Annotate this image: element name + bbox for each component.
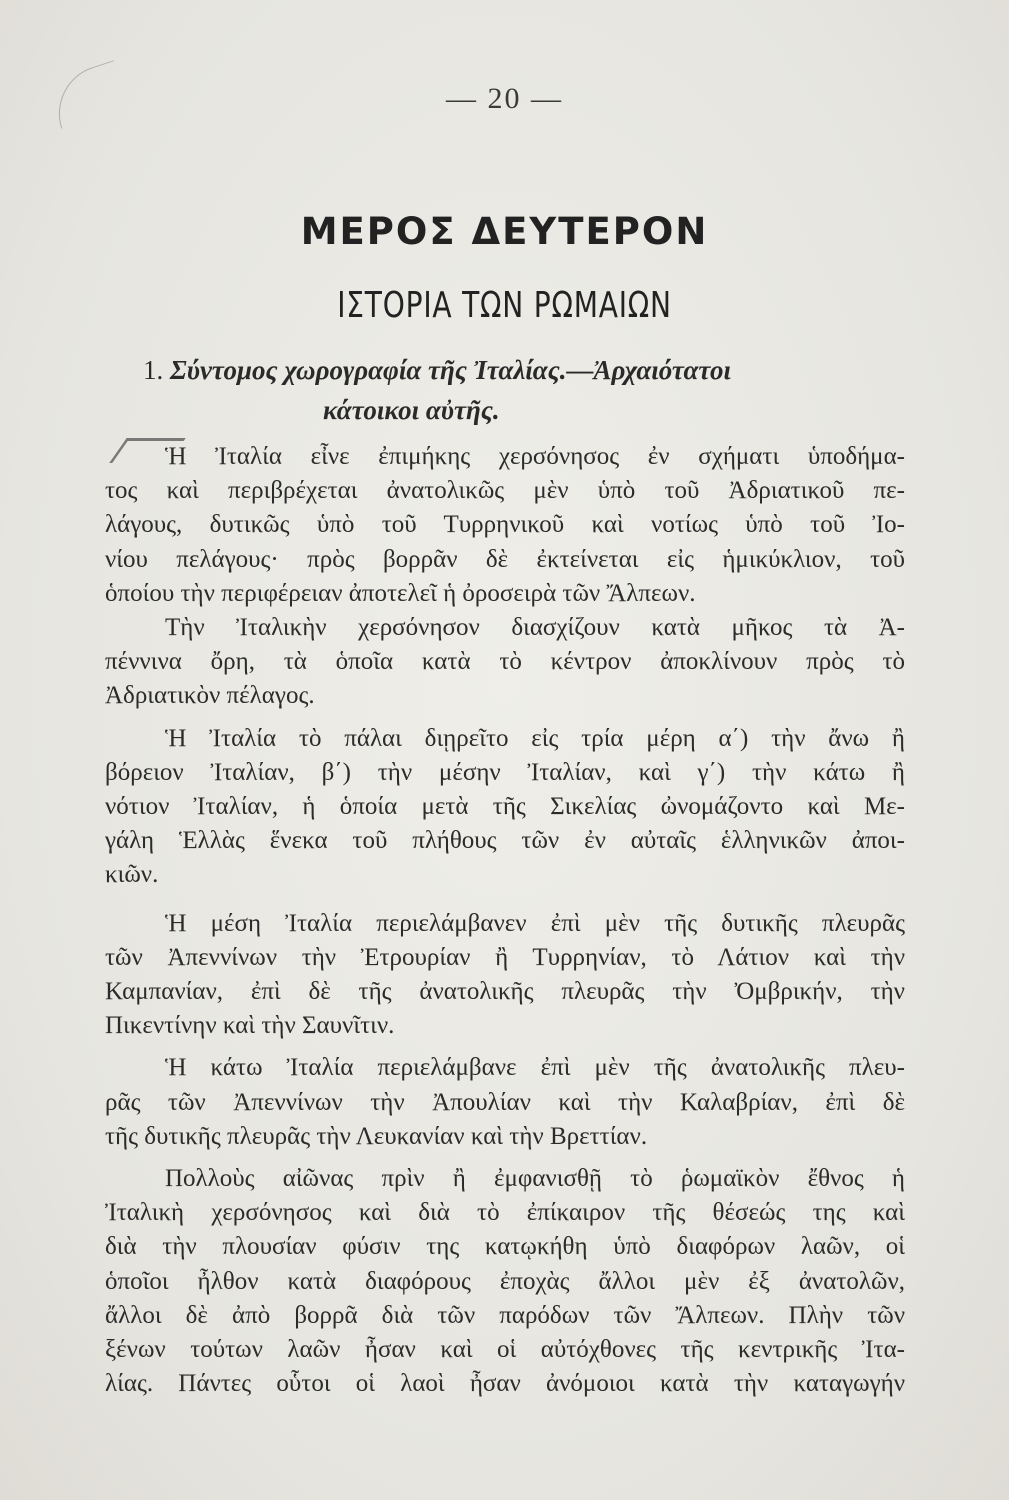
section-heading	[143, 350, 903, 430]
text-line: Καμπανίαν, ἐπὶ δὲ τῆς ἀνατολικῆς πλευρᾶς τὴν Ὀμβρικήν, τὴν	[105, 978, 905, 1006]
text-line: Ἡ Ἰταλία τὸ πάλαι διῃρεῖτο εἰς τρία μέρη α΄) τὴν ἄνω ἢ	[165, 724, 905, 752]
text-line: κιῶν.	[105, 861, 159, 889]
section-heading-line2: κάτοικοι αὐτῆς.	[323, 395, 500, 425]
text-line: Τὴν Ἰταλικὴν χερσόνησον διασχίζουν κατὰ μῆκος τὰ Ἀ-	[165, 614, 905, 642]
text-line: Ἰταλικὴ χερσόνησος καὶ διὰ τὸ ἐπίκαιρον τῆς θέσεώς της καὶ	[105, 1199, 905, 1227]
text-line: νίου πελάγους· πρὸς βορρᾶν δὲ ἐκτείνεται εἰς ἡμικύκλιον, τοῦ	[105, 545, 905, 573]
text-line: ξένων τούτων λαῶν ἦσαν καὶ οἱ αὐτόχθονες τῆς κεντρικῆς Ἰτα-	[105, 1336, 905, 1364]
text-line: ὁποίου τὴν περιφέρειαν ἀποτελεῖ ἡ ὀροσειρὰ τῶν Ἄλπεων.	[105, 579, 696, 607]
body-text	[105, 440, 905, 1401]
text-line: ρᾶς τῶν Ἀπεννίνων τὴν Ἀπουλίαν καὶ τὴν Καλαβρίαν, ἐπὶ δὲ	[105, 1088, 905, 1116]
text-line: γάλη Ἑλλὰς ἕνεκα τοῦ πλήθους τῶν ἐν αὐταῖς ἑλληνικῶν ἀποι-	[105, 827, 905, 855]
text-line: βόρειον Ἰταλίαν, β΄) τὴν μέσην Ἰταλίαν, καὶ γ΄) τὴν κάτω ἢ	[105, 758, 905, 786]
text-line: τος καὶ περιβρέχεται ἀνατολικῶς μὲν ὑπὸ τοῦ Ἀδριατικοῦ πε-	[105, 477, 905, 505]
text-line: Πικεντίνην καὶ τὴν Σαυνῖτιν.	[105, 1012, 395, 1040]
text-line: ἄλλοι δὲ ἀπὸ βορρᾶ διὰ τῶν παρόδων τῶν Ἄλπεων. Πλὴν τῶν	[105, 1301, 905, 1329]
text-line: Ἡ μέση Ἰταλία περιελάμβανεν ἐπὶ μὲν τῆς δυτικῆς πλευρᾶς	[165, 909, 905, 937]
text-line: Ἀδριατικὸν πέλαγος.	[105, 682, 315, 710]
text-line: πέννινα ὄρη, τὰ ὁποῖα κατὰ τὸ κέντρον ἀποκλίνουν πρὸς τὸ	[105, 648, 905, 676]
text-line: Πολλοὺς αἰῶνας πρὶν ἢ ἐμφανισθῇ τὸ ῥωμαϊκὸν ἔθνος ἡ	[165, 1165, 905, 1193]
text-line: λίας. Πάντες οὗτοι οἱ λαοὶ ἦσαν ἀνόμοιοι κατὰ τὴν καταγωγήν	[105, 1370, 905, 1398]
part-title: ΜΕΡΟΣ ΔΕΥΤΕΡΟΝ	[300, 210, 709, 253]
paragraph	[105, 1162, 905, 1401]
page-number: — 20 —	[446, 82, 563, 115]
paragraph	[105, 1051, 905, 1154]
section-number: 1.	[143, 355, 164, 385]
history-title: ΙΣΤΟΡΙΑ ΤΩΝ ΡΩΜΑΙΩΝ	[337, 285, 672, 326]
paragraph	[105, 440, 905, 611]
section-heading-line1: Σύντομος χωρογραφία τῆς Ἰταλίας.—Ἀρχαιότατοι	[170, 355, 732, 385]
text-line: ὁποῖοι ἦλθον κατὰ διαφόρους ἐποχὰς ἄλλοι μὲν ἐξ ἀνατολῶν,	[105, 1267, 905, 1295]
text-line: Ἡ Ἰταλία εἶνε ἐπιμήκης χερσόνησος ἐν σχήματι ὑποδήμα-	[165, 443, 905, 470]
text-line: Ἡ κάτω Ἰταλία περιελάμβανε ἐπὶ μὲν τῆς ἀνατολικῆς πλευ-	[165, 1054, 905, 1082]
text-line: διὰ τὴν πλουσίαν φύσιν της κατῳκήθη ὑπὸ διαφόρων λαῶν, οἱ	[105, 1233, 905, 1261]
text-line: τῶν Ἀπεννίνων τὴν Ἐτρουρίαν ἢ Τυρρηνίαν, τὸ Λάτιον καὶ τὴν	[105, 943, 905, 971]
paragraph	[105, 722, 905, 893]
paragraph	[105, 907, 905, 1044]
text-line: νότιον Ἰταλίαν, ἡ ὁποία μετὰ τῆς Σικελίας ὠνομάζοντο καὶ Με-	[105, 793, 905, 821]
paragraph	[105, 611, 905, 714]
text-line: τῆς δυτικῆς πλευρᾶς τὴν Λευκανίαν καὶ τὴν Βρεττίαν.	[105, 1122, 648, 1150]
text-line: λάγους, δυτικῶς ὑπὸ τοῦ Τυρρηνικοῦ καὶ νοτίως ὑπὸ τοῦ Ἰο-	[105, 511, 905, 539]
